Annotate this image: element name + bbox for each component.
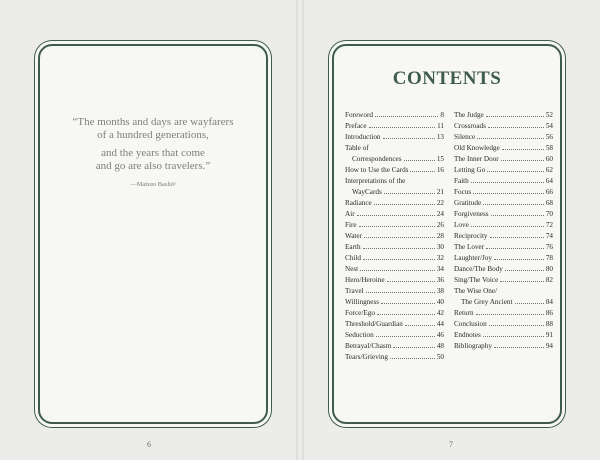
toc-entry	[454, 132, 553, 143]
epigraph-line-1: “The months and days are wayfarers	[72, 116, 234, 128]
left-page-frame	[38, 44, 268, 424]
toc-entry-title: Threshold/Guardian	[345, 320, 403, 328]
toc-leader-dots	[471, 182, 544, 183]
toc-leader-dots	[471, 226, 544, 227]
toc-entry	[345, 198, 444, 209]
toc-entry-page: 94	[545, 342, 553, 350]
toc-entry-page: 38	[436, 287, 444, 295]
toc-entry	[345, 319, 444, 330]
toc-leader-dots	[500, 281, 544, 282]
toc-leader-dots	[377, 314, 435, 315]
epigraph-line-3: and the years that come	[101, 147, 205, 159]
toc-entry-title: Laughter/Joy	[454, 254, 492, 262]
page-number-left: 6	[147, 440, 151, 449]
toc-entry-page: 86	[545, 309, 553, 317]
toc-entry-title: Travel	[345, 287, 364, 295]
toc-entry	[345, 286, 444, 297]
toc-entry	[454, 176, 553, 187]
toc-leader-dots	[376, 336, 435, 337]
toc-entry	[454, 209, 553, 220]
toc-entry-page: 16	[436, 166, 444, 174]
toc-entry-title: Endnotes	[454, 331, 481, 339]
toc-entry-title: Silence	[454, 133, 476, 141]
toc-entry	[345, 242, 444, 253]
toc-entry-page: 88	[545, 320, 553, 328]
page-number-right: 7	[449, 440, 453, 449]
toc-entry	[454, 275, 553, 286]
toc-entry-title: Reciprocity	[454, 232, 488, 240]
toc-entry	[345, 154, 444, 165]
toc-entry-title: Faith	[454, 177, 469, 185]
toc-entry-title: Preface	[345, 122, 367, 130]
toc-entry-title: The Inner Door	[454, 155, 499, 163]
toc-leader-dots	[488, 127, 544, 128]
toc-entry-page: 34	[436, 265, 444, 273]
toc-entry-title: Child	[345, 254, 361, 262]
epigraph-line-4: and go are also travelers.”	[95, 160, 211, 172]
right-page	[304, 0, 600, 460]
toc-entry	[345, 132, 444, 143]
toc-entry-title: Introduction	[345, 133, 381, 141]
toc-entry-page: 60	[545, 155, 553, 163]
toc-entry-title: Forgiveness	[454, 210, 489, 218]
right-page-frame	[332, 44, 562, 424]
epigraph-attribution: —Matsuo Bashō¹	[130, 181, 176, 188]
toc-entry-title: Conclusion	[454, 320, 487, 328]
toc-entry-title: Old Knowledge	[454, 144, 500, 152]
toc-entry-page: 46	[436, 331, 444, 339]
toc-entry	[454, 319, 553, 330]
toc-leader-dots	[490, 237, 544, 238]
toc-leader-dots	[369, 127, 436, 128]
toc-entry-page: 48	[436, 342, 444, 350]
toc-entry	[454, 286, 553, 297]
epigraph-line	[40, 147, 266, 173]
toc-entry	[345, 110, 444, 121]
toc-entry	[454, 231, 553, 242]
toc-entry	[454, 143, 553, 154]
toc-entry-title: Crossroads	[454, 122, 486, 130]
toc-entry-page: 80	[545, 265, 553, 273]
toc-leader-dots	[494, 259, 544, 260]
toc-entry	[454, 154, 553, 165]
toc-entry	[454, 121, 553, 132]
toc-entry	[345, 165, 444, 176]
toc-entry-title: Interpretations of the	[345, 177, 406, 185]
toc-entry	[345, 330, 444, 341]
toc-leader-dots	[375, 116, 438, 117]
toc-entry-title: Letting Go	[454, 166, 486, 174]
toc-entry-title: Water	[345, 232, 362, 240]
toc-entry-page: 91	[545, 331, 553, 339]
toc-entry	[345, 143, 444, 154]
toc-leader-dots	[473, 193, 544, 194]
toc-entry-title: Nest	[345, 265, 359, 273]
toc-leader-dots	[483, 336, 544, 337]
toc-leader-dots	[410, 171, 434, 172]
book-gutter	[296, 0, 304, 460]
toc-entry	[454, 242, 553, 253]
toc-leader-dots	[384, 193, 435, 194]
toc-entry-page: 84	[545, 298, 553, 306]
toc-leader-dots	[477, 138, 544, 139]
toc-leader-dots	[381, 303, 435, 304]
toc-leader-dots	[483, 204, 544, 205]
toc-leader-dots	[363, 248, 435, 249]
contents-title: CONTENTS	[392, 68, 502, 89]
toc-entry	[454, 198, 553, 209]
toc-entry	[454, 297, 553, 308]
toc-entry-page: 28	[436, 232, 444, 240]
toc-leader-dots	[404, 160, 435, 161]
toc-entry	[345, 264, 444, 275]
toc-entry	[345, 176, 444, 187]
toc-leader-dots	[366, 292, 435, 293]
toc-entry	[345, 308, 444, 319]
toc-entry-page: 42	[436, 309, 444, 317]
toc-leader-dots	[393, 347, 435, 348]
toc-leader-dots	[476, 314, 544, 315]
toc-leader-dots	[360, 270, 435, 271]
toc-entry-title: Air	[345, 210, 355, 218]
toc-entry-title: Foreword	[345, 111, 373, 119]
toc-entry-page: 74	[545, 232, 553, 240]
toc-entry-title: The Lover	[454, 243, 485, 251]
toc-entry-page: 32	[436, 254, 444, 262]
toc-entry-page: 26	[436, 221, 444, 229]
toc-leader-dots	[505, 270, 544, 271]
toc-entry-title: How to Use the Cards	[345, 166, 409, 174]
toc-entry-page: 21	[436, 188, 444, 196]
toc-entry-page: 64	[545, 177, 553, 185]
left-page	[0, 0, 296, 460]
toc-entry-page: 66	[545, 188, 553, 196]
toc-leader-dots	[387, 281, 435, 282]
toc-entry	[345, 297, 444, 308]
toc-entry-title: The Grey Ancient	[461, 298, 513, 306]
toc-entry-title: Sing/The Voice	[454, 276, 499, 284]
toc-entry-title: WayCards	[352, 188, 382, 196]
toc-entry-page: 13	[436, 133, 444, 141]
toc-entry-page: 36	[436, 276, 444, 284]
toc-entry-title: Gratitude	[454, 199, 482, 207]
toc-entry	[454, 330, 553, 341]
toc-leader-dots	[359, 226, 435, 227]
toc-leader-dots	[364, 237, 435, 238]
toc-leader-dots	[494, 347, 544, 348]
toc-leader-dots	[502, 149, 544, 150]
toc-entry-page: 22	[436, 199, 444, 207]
toc-entry	[454, 165, 553, 176]
toc-leader-dots	[486, 116, 544, 117]
toc-entry-title: Seduction	[345, 331, 374, 339]
toc-entry-page: 76	[545, 243, 553, 251]
toc-entry	[345, 341, 444, 352]
toc-entry-title: Force/Ego	[345, 309, 375, 317]
toc-entry-page: 11	[437, 122, 444, 130]
toc-leader-dots	[501, 160, 544, 161]
toc-entry-page: 58	[545, 144, 553, 152]
epigraph-line	[40, 116, 266, 142]
toc-entry-title: Focus	[454, 188, 472, 196]
toc-entry-page: 70	[545, 210, 553, 218]
toc-entry-title: Return	[454, 309, 474, 317]
toc-leader-dots	[405, 325, 435, 326]
toc-leader-dots	[491, 215, 544, 216]
toc-entry-title: Table of	[345, 144, 369, 152]
toc-leader-dots	[383, 138, 435, 139]
epigraph-line-2: of a hundred generations,	[97, 129, 209, 141]
epigraph	[40, 116, 266, 191]
toc-entry	[454, 341, 553, 352]
toc-entry	[345, 352, 444, 363]
toc-entry	[345, 209, 444, 220]
toc-entry-title: Radiance	[345, 199, 372, 207]
toc-entry-title: Earth	[345, 243, 361, 251]
toc-entry	[454, 110, 553, 121]
toc-entry-page: 52	[545, 111, 553, 119]
toc-entry-page: 50	[436, 353, 444, 361]
toc-leader-dots	[489, 325, 544, 326]
toc-entry-page: 44	[436, 320, 444, 328]
toc-entry-title: Fire	[345, 221, 357, 229]
toc-entry	[345, 275, 444, 286]
toc-entry-title: Dance/The Body	[454, 265, 503, 273]
toc-entry	[345, 121, 444, 132]
toc-entry-page: 30	[436, 243, 444, 251]
toc-entry	[454, 253, 553, 264]
toc-entry-title: The Wise One/	[454, 287, 498, 295]
toc-entry-page: 54	[545, 122, 553, 130]
toc-entry-page: 72	[545, 221, 553, 229]
toc-entry-title: Betrayal/Chasm	[345, 342, 392, 350]
toc-leader-dots	[374, 204, 435, 205]
toc-entry-page: 62	[545, 166, 553, 174]
toc-column-2	[454, 110, 553, 352]
toc-leader-dots	[487, 171, 543, 172]
toc-entry-title: Hero/Heroine	[345, 276, 385, 284]
toc-entry-title: Tears/Grieving	[345, 353, 389, 361]
toc-entry	[345, 253, 444, 264]
toc-entry-title: The Judge	[454, 111, 484, 119]
toc-entry	[345, 187, 444, 198]
toc-entry-page: 82	[545, 276, 553, 284]
toc-entry	[454, 220, 553, 231]
toc-leader-dots	[363, 259, 435, 260]
toc-leader-dots	[357, 215, 435, 216]
toc-entry-title: Love	[454, 221, 469, 229]
toc-entry-title: Willingness	[345, 298, 380, 306]
toc-entry-page: 56	[545, 133, 553, 141]
toc-entry-page: 24	[436, 210, 444, 218]
toc-entry-title: Bibliography	[454, 342, 492, 350]
toc-entry-page: 15	[436, 155, 444, 163]
toc-column-1	[345, 110, 444, 363]
toc-entry-page: 8	[440, 111, 444, 119]
toc-entry	[454, 187, 553, 198]
toc-entry	[454, 308, 553, 319]
toc-entry-title: Correspondences	[352, 155, 402, 163]
toc-leader-dots	[515, 303, 544, 304]
toc-entry-page: 40	[436, 298, 444, 306]
toc-entry-page: 78	[545, 254, 553, 262]
toc-entry	[454, 264, 553, 275]
toc-entry	[345, 220, 444, 231]
toc-entry-page: 68	[545, 199, 553, 207]
toc-leader-dots	[486, 248, 544, 249]
toc-entry	[345, 231, 444, 242]
toc-leader-dots	[390, 358, 435, 359]
